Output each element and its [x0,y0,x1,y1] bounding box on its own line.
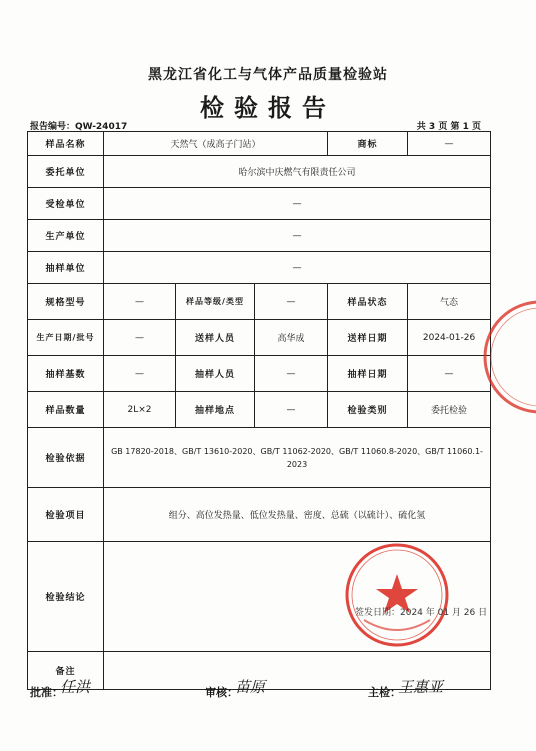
sample-date-value: — [408,356,491,392]
spec-value: — [104,284,176,320]
sample-base-value: — [104,356,176,392]
inspection-seal [342,540,452,650]
sampling-unit-label: 抽样单位 [28,252,104,284]
items-value: 组分、高位发热量、低位发热量、密度、总硫（以硫计）、硫化氢 [104,488,491,542]
client-value: 哈尔滨中庆燃气有限责任公司 [104,156,491,188]
inspector-name: 王惠亚 [398,678,444,696]
row-spec [28,284,491,320]
sender-value: 高华成 [255,320,328,356]
grade-value: — [255,284,328,320]
issue-date: 签发日期：2024 年 01 月 26 日 [355,608,488,618]
approver-name: 任洪 [60,678,91,696]
report-title: 检验报告 [200,93,336,122]
sample-date-label: 抽样日期 [328,356,408,392]
producer-value: — [104,220,491,252]
location-label: 抽样地点 [176,392,255,428]
inspected-unit-label: 受检单位 [28,188,104,220]
row-sample-base [28,356,491,392]
sample-base-label: 抽样基数 [28,356,104,392]
location-value: — [255,392,328,428]
sampling-unit-value: — [104,252,491,284]
page-info: 共 3 页 第 1 页 [416,122,481,132]
remarks-label: 备注 [28,652,104,690]
grade-label: 样品等级/类型 [176,284,255,320]
inspected-unit-value: — [104,188,491,220]
category-value: 委托检验 [408,392,491,428]
quantity-label: 样品数量 [28,392,104,428]
sampler-value: — [255,356,328,392]
row-basis [28,428,491,488]
row-client [28,156,491,188]
report-number-label: 报告编号： [30,122,76,132]
row-items [28,488,491,542]
report-number-value: QW-24017 [75,122,128,132]
production-date-label: 生产日期/批号 [28,320,104,356]
reviewer-label: 审核： [205,686,238,699]
reviewer-signature [205,678,266,700]
production-date-value: — [104,320,176,356]
sampler-label: 抽样人员 [176,356,255,392]
trademark-label: 商标 [328,132,408,156]
approver-label: 批准： [30,686,63,699]
sample-name-value: 天然气（成高子门站） [104,132,328,156]
spec-label: 规格型号 [28,284,104,320]
conclusion-label: 检验结论 [28,542,104,652]
row-inspected-unit [28,188,491,220]
items-label: 检验项目 [28,488,104,542]
partial-seal [478,292,536,422]
quantity-value: 2L×2 [104,392,176,428]
row-production-date [28,320,491,356]
row-sampling-unit [28,252,491,284]
inspector-label: 主检： [368,686,401,699]
row-quantity [28,392,491,428]
organization-name: 黑龙江省化工与气体产品质量检验站 [148,67,388,83]
state-label: 样品状态 [328,284,408,320]
sender-label: 送样人员 [176,320,255,356]
category-label: 检验类别 [328,392,408,428]
basis-value: GB 17820-2018、GB/T 13610-2020、GB/T 11062-2020、GB/T 11060.8-2020、GB/T 11060.1-2023 [104,428,491,488]
client-label: 委托单位 [28,156,104,188]
send-date-label: 送样日期 [328,320,408,356]
basis-label: 检验依据 [28,428,104,488]
inspector-signature [368,678,444,700]
row-producer [28,220,491,252]
sample-name-label: 样品名称 [28,132,104,156]
reviewer-name: 苗原 [235,678,266,696]
trademark-value: — [408,132,491,156]
producer-label: 生产单位 [28,220,104,252]
send-date-value: 2024-01-26 [408,320,491,356]
approver-signature [30,678,91,700]
row-sample-name [28,132,491,156]
state-value: 气态 [408,284,491,320]
